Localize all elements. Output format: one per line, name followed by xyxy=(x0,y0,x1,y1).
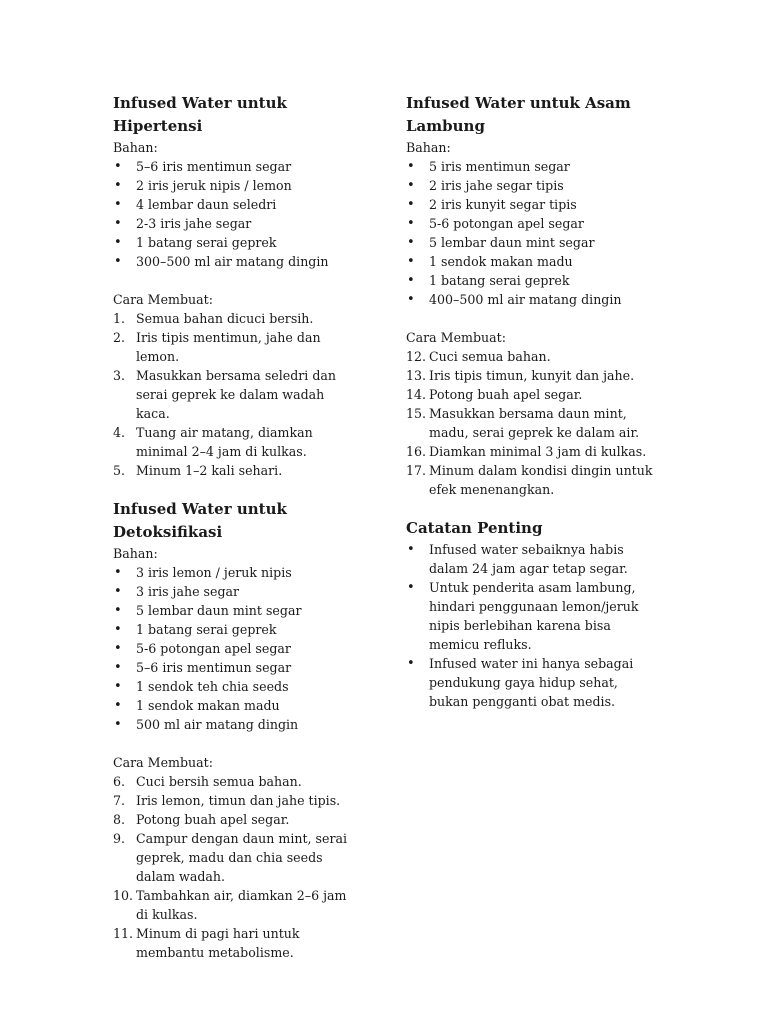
ingredient-item: • 1 sendok makan madu xyxy=(113,696,358,715)
notes-list xyxy=(406,540,661,711)
step-number: 17. xyxy=(406,463,427,478)
step-number: 10. xyxy=(113,888,134,903)
steps-list xyxy=(113,309,358,480)
ingredient-item: • 3 iris jahe segar xyxy=(113,582,358,601)
ingredient-item: • 5–6 iris mentimun segar xyxy=(113,658,358,677)
left-column xyxy=(113,92,358,962)
ingredient-item: • 5-6 potongan apel segar xyxy=(113,639,358,658)
recipe-section-detoksifikasi xyxy=(113,498,358,962)
step-number: 2. xyxy=(113,330,126,345)
ingredient-item: • 5-6 potongan apel segar xyxy=(406,214,661,233)
ingredient-item: • 2 iris jeruk nipis / lemon xyxy=(113,176,358,195)
step-text: Tambahkan air, diamkan 2–6 jam di kulkas. xyxy=(136,888,347,922)
step-text: Iris tipis timun, kunyit dan jahe. xyxy=(429,368,635,383)
step-number: 7. xyxy=(113,793,126,808)
ingredients-label: Bahan: xyxy=(113,140,158,155)
step-item xyxy=(113,423,358,461)
step-number: 1. xyxy=(113,311,126,326)
ingredient-item: • 400–500 ml air matang dingin xyxy=(406,290,661,309)
step-number: 11. xyxy=(113,926,134,941)
step-item xyxy=(113,328,358,366)
step-text: Potong buah apel segar. xyxy=(429,387,583,402)
step-number: 15. xyxy=(406,406,427,421)
ingredients-list xyxy=(113,563,358,734)
recipe-section-hipertensi xyxy=(113,92,358,480)
step-text: Cuci semua bahan. xyxy=(429,349,551,364)
step-item xyxy=(113,309,358,328)
steps-label: Cara Membuat: xyxy=(406,330,506,345)
step-item xyxy=(113,366,358,423)
step-text: Diamkan minimal 3 jam di kulkas. xyxy=(429,444,647,459)
step-text: Campur dengan daun mint, serai geprek, madu dan chia seeds dalam wadah. xyxy=(136,831,348,884)
ingredient-item: • 3 iris lemon / jeruk nipis xyxy=(113,563,358,582)
step-number: 6. xyxy=(113,774,126,789)
step-text: Iris lemon, timun dan jahe tipis. xyxy=(136,793,341,808)
note-item: • Untuk penderita asam lambung, hindari penggunaan lemon/jeruk nipis berlebihan karena bisa memicu refluks. xyxy=(406,578,661,654)
step-text: Minum dalam kondisi dingin untuk efek menenangkan. xyxy=(429,463,653,497)
ingredient-item: • 2 iris jahe segar tipis xyxy=(406,176,661,195)
steps-label: Cara Membuat: xyxy=(113,292,213,307)
step-text: Masukkan bersama daun mint, madu, serai geprek ke dalam air. xyxy=(429,406,640,440)
ingredient-item: • 5 lembar daun mint segar xyxy=(113,601,358,620)
step-number: 4. xyxy=(113,425,126,440)
notes-section xyxy=(406,517,661,711)
ingredient-item: • 1 sendok makan madu xyxy=(406,252,661,271)
step-item xyxy=(113,924,358,962)
steps-label: Cara Membuat: xyxy=(113,755,213,770)
step-text: Semua bahan dicuci bersih. xyxy=(136,311,314,326)
step-text: Iris tipis mentimun, jahe dan lemon. xyxy=(136,330,321,364)
note-item: • Infused water ini hanya sebagai pendukung gaya hidup sehat, bukan pengganti obat medis. xyxy=(406,654,661,711)
step-number: 14. xyxy=(406,387,427,402)
step-item xyxy=(406,385,661,404)
ingredient-item: • 1 batang serai geprek xyxy=(113,620,358,639)
step-text: Potong buah apel segar. xyxy=(136,812,290,827)
step-item xyxy=(113,791,358,810)
recipe-section-asam-lambung xyxy=(406,92,661,499)
ingredients-list xyxy=(113,157,358,271)
ingredients-list xyxy=(406,157,661,309)
step-text: Tuang air matang, diamkan minimal 2–4 jam di kulkas. xyxy=(136,425,313,459)
right-column xyxy=(406,92,661,711)
ingredient-item: • 2-3 iris jahe segar xyxy=(113,214,358,233)
step-number: 5. xyxy=(113,463,126,478)
step-text: Minum di pagi hari untuk membantu metabolisme. xyxy=(136,926,300,960)
step-item xyxy=(406,404,661,442)
step-number: 8. xyxy=(113,812,126,827)
step-item xyxy=(406,461,661,499)
step-number: 13. xyxy=(406,368,427,383)
step-number: 16. xyxy=(406,444,427,459)
ingredient-item: • 5–6 iris mentimun segar xyxy=(113,157,358,176)
step-item xyxy=(113,772,358,791)
ingredient-item: • 5 iris mentimun segar xyxy=(406,157,661,176)
steps-list xyxy=(113,772,358,962)
ingredient-item: • 500 ml air matang dingin xyxy=(113,715,358,734)
step-text: Masukkan bersama seledri dan serai geprek ke dalam wadah kaca. xyxy=(136,368,337,421)
step-number: 3. xyxy=(113,368,126,383)
step-item xyxy=(113,461,358,480)
step-item xyxy=(113,810,358,829)
ingredient-item: • 1 sendok teh chia seeds xyxy=(113,677,358,696)
step-item xyxy=(406,347,661,366)
section-title: Infused Water untuk Hipertensi xyxy=(113,94,287,135)
step-item xyxy=(113,829,358,886)
section-title: Infused Water untuk Detoksifikasi xyxy=(113,500,287,541)
step-item xyxy=(406,366,661,385)
section-title: Infused Water untuk Asam Lambung xyxy=(406,94,631,135)
ingredient-item: • 1 batang serai geprek xyxy=(113,233,358,252)
ingredient-item: • 2 iris kunyit segar tipis xyxy=(406,195,661,214)
ingredient-item: • 1 batang serai geprek xyxy=(406,271,661,290)
step-number: 12. xyxy=(406,349,427,364)
step-text: Minum 1–2 kali sehari. xyxy=(136,463,283,478)
notes-title: Catatan Penting xyxy=(406,519,543,537)
ingredients-label: Bahan: xyxy=(113,546,158,561)
step-number: 9. xyxy=(113,831,126,846)
step-item xyxy=(113,886,358,924)
ingredient-item: • 5 lembar daun mint segar xyxy=(406,233,661,252)
steps-list xyxy=(406,347,661,499)
ingredients-label: Bahan: xyxy=(406,140,451,155)
ingredient-item: • 300–500 ml air matang dingin xyxy=(113,252,358,271)
step-text: Cuci bersih semua bahan. xyxy=(136,774,302,789)
note-item: • Infused water sebaiknya habis dalam 24 jam agar tetap segar. xyxy=(406,540,661,578)
ingredient-item: • 4 lembar daun seledri xyxy=(113,195,358,214)
step-item xyxy=(406,442,661,461)
